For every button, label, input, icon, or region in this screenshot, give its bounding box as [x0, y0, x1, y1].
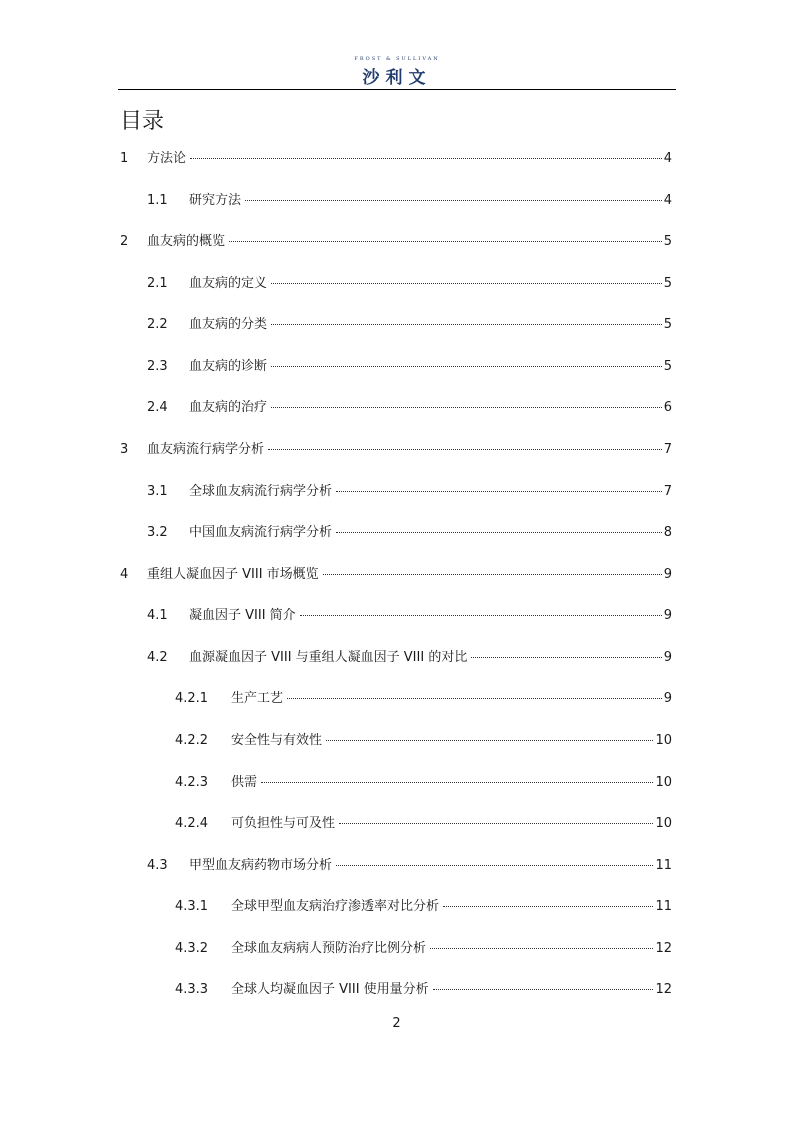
toc-entry-number: 4.2.3 [175, 775, 209, 790]
toc-entry-page: 12 [655, 941, 672, 956]
toc-entry-title: 全球血友病流行病学分析 [189, 484, 333, 499]
toc-entry-4-2-1[interactable] [175, 690, 672, 708]
toc-leader-dots [471, 656, 661, 658]
toc-entry-page: 6 [663, 400, 672, 415]
toc-entry-4-2-3[interactable] [175, 774, 672, 792]
toc-leader-dots [271, 323, 662, 325]
toc-entry-title: 研究方法 [189, 193, 242, 208]
toc-entry-number: 4.3.2 [175, 941, 209, 956]
toc-entry-title: 血友病的治疗 [189, 400, 268, 415]
toc-entry-page: 9 [663, 650, 672, 665]
toc-entry-page: 11 [655, 899, 672, 914]
toc-entry-1[interactable] [120, 150, 672, 168]
toc-entry-number: 4.3.3 [175, 982, 209, 997]
toc-leader-dots [433, 988, 654, 990]
toc-entry-page: 7 [663, 484, 672, 499]
toc-entry-3-2[interactable] [147, 524, 672, 542]
toc-entry-title: 方法论 [147, 151, 187, 166]
toc-entry-title: 安全性与有效性 [231, 733, 323, 748]
header-rule [118, 89, 676, 90]
toc-entry-title: 全球甲型血友病治疗渗透率对比分析 [231, 899, 440, 914]
toc-entry-2-4[interactable] [147, 399, 672, 417]
toc-leader-dots [190, 157, 662, 159]
toc-entry-4-3[interactable] [147, 857, 672, 875]
toc-leader-dots [323, 573, 662, 575]
toc-entry-title: 全球血友病病人预防治疗比例分析 [231, 941, 427, 956]
toc-entry-title: 甲型血友病药物市场分析 [189, 858, 333, 873]
toc-leader-dots [339, 822, 653, 824]
toc-entry-title: 血友病的定义 [189, 276, 268, 291]
toc-entry-1-1[interactable] [147, 192, 672, 210]
toc-entry-2-3[interactable] [147, 358, 672, 376]
toc-entry-title: 全球人均凝血因子 VIII 使用量分析 [231, 982, 429, 997]
toc-leader-dots [336, 864, 653, 866]
toc-entry-4-2-2[interactable] [175, 732, 672, 750]
toc-entry-4-3-1[interactable] [175, 898, 672, 916]
toc-entry-4-3-2[interactable] [175, 940, 672, 958]
toc-entry-page: 10 [655, 775, 672, 790]
company-logo-chinese: 沙利文 [362, 68, 432, 88]
toc-entry-number: 1 [120, 151, 129, 166]
toc-entry-page: 4 [663, 151, 672, 166]
toc-entry-title: 血源凝血因子 VIII 与重组人凝血因子 VIII 的对比 [189, 650, 468, 665]
toc-entry-page: 9 [663, 608, 672, 623]
toc-leader-dots [287, 697, 662, 699]
toc-entry-number: 4.2.1 [175, 691, 209, 706]
toc-leader-dots [336, 531, 662, 533]
toc-leader-dots [245, 199, 662, 201]
toc-entry-number: 4.2.2 [175, 733, 209, 748]
company-logo-english: FROST & SULLIVAN [354, 56, 440, 62]
toc-leader-dots [326, 739, 653, 741]
toc-entry-4-3-3[interactable] [175, 981, 672, 999]
toc-entry-number: 4 [120, 567, 129, 582]
toc-entry-number: 2.4 [147, 400, 168, 415]
toc-entry-3[interactable] [120, 441, 672, 459]
toc-entry-4[interactable] [120, 566, 672, 584]
toc-leader-dots [443, 905, 653, 907]
toc-entry-4-2[interactable] [147, 649, 672, 667]
toc-entry-page: 5 [663, 234, 672, 249]
toc-entry-page: 7 [663, 442, 672, 457]
toc-entry-title: 凝血因子 VIII 简介 [189, 608, 296, 623]
toc-entry-number: 4.1 [147, 608, 168, 623]
toc-entry-number: 4.2 [147, 650, 168, 665]
toc-entry-number: 3 [120, 442, 129, 457]
toc-entry-number: 4.3.1 [175, 899, 209, 914]
toc-entry-page: 9 [663, 691, 672, 706]
toc-entry-3-1[interactable] [147, 483, 672, 501]
toc-entry-4-1[interactable] [147, 607, 672, 625]
toc-entry-title: 血友病的诊断 [189, 359, 268, 374]
toc-leader-dots [261, 781, 653, 783]
toc-entry-page: 5 [663, 317, 672, 332]
toc-entry-page: 12 [655, 982, 672, 997]
toc-entry-title: 血友病的概览 [147, 234, 226, 249]
toc-entry-number: 2 [120, 234, 129, 249]
toc-entry-page: 10 [655, 733, 672, 748]
toc-entry-number: 3.1 [147, 484, 168, 499]
toc-leader-dots [336, 490, 662, 492]
toc-entry-2-2[interactable] [147, 316, 672, 334]
toc-entry-title: 供需 [231, 775, 258, 790]
toc-entry-title: 血友病流行病学分析 [147, 442, 265, 457]
toc-leader-dots [268, 448, 662, 450]
page-number: 2 [392, 1016, 401, 1031]
toc-entry-number: 1.1 [147, 193, 168, 208]
toc-entry-4-2-4[interactable] [175, 815, 672, 833]
toc-entry-title: 血友病的分类 [189, 317, 268, 332]
toc-entry-number: 2.3 [147, 359, 168, 374]
toc-entry-title: 重组人凝血因子 VIII 市场概览 [147, 567, 319, 582]
toc-leader-dots [271, 282, 662, 284]
toc-entry-number: 4.2.4 [175, 816, 209, 831]
toc-entry-page: 11 [655, 858, 672, 873]
toc-title: 目录 [120, 109, 165, 134]
toc-entry-number: 2.2 [147, 317, 168, 332]
toc-entry-page: 8 [663, 525, 672, 540]
toc-entry-title: 可负担性与可及性 [231, 816, 336, 831]
toc-leader-dots [430, 947, 653, 949]
toc-leader-dots [271, 365, 662, 367]
toc-entry-page: 5 [663, 359, 672, 374]
toc-entry-page: 4 [663, 193, 672, 208]
toc-entry-page: 10 [655, 816, 672, 831]
toc-leader-dots [271, 406, 662, 408]
toc-entry-title: 生产工艺 [231, 691, 284, 706]
toc-entry-page: 9 [663, 567, 672, 582]
toc-entry-number: 4.3 [147, 858, 168, 873]
page-header [118, 56, 676, 90]
toc-entry-title: 中国血友病流行病学分析 [189, 525, 333, 540]
toc-entry-2[interactable] [120, 233, 672, 251]
toc-leader-dots [229, 240, 662, 242]
toc-entry-page: 5 [663, 276, 672, 291]
toc-entry-number: 2.1 [147, 276, 168, 291]
toc-entry-number: 3.2 [147, 525, 168, 540]
toc-entry-2-1[interactable] [147, 275, 672, 293]
toc-leader-dots [300, 614, 662, 616]
